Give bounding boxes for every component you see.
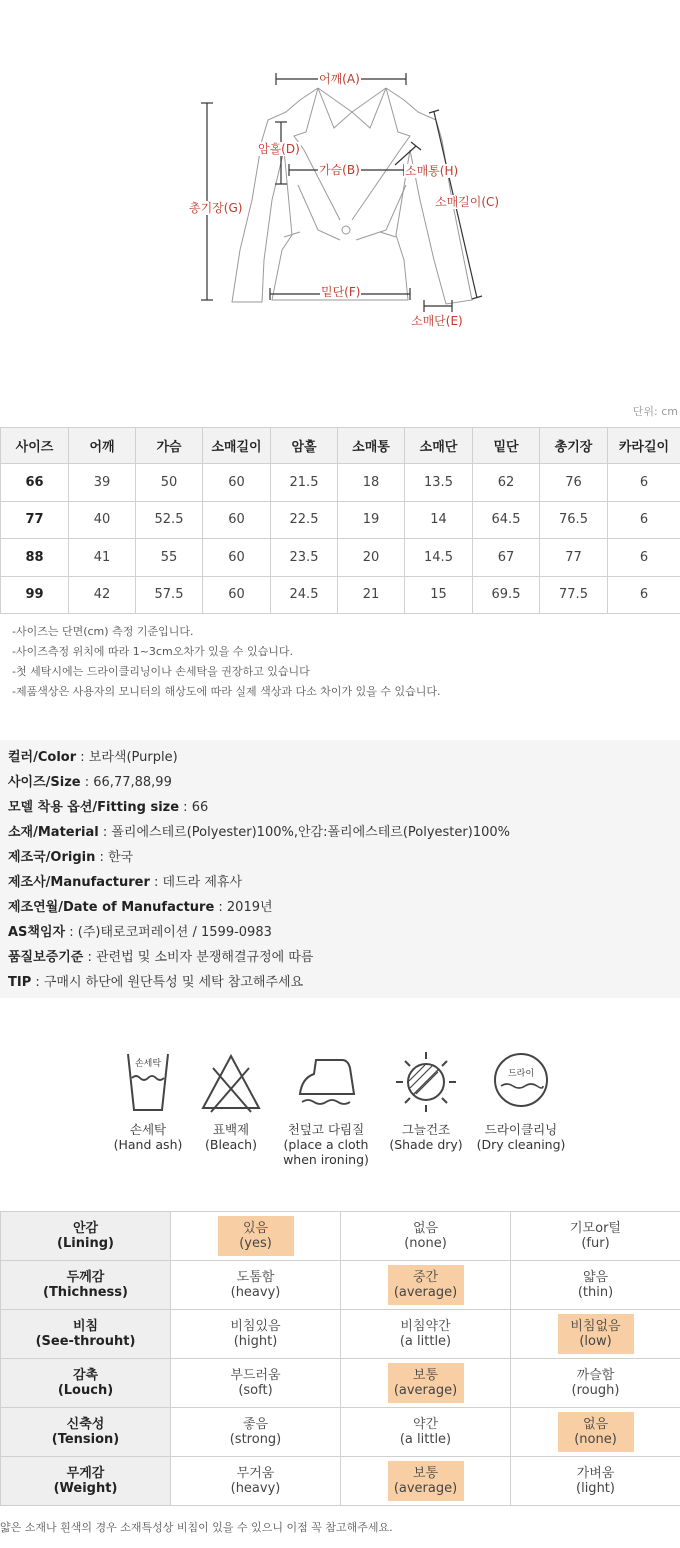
table-cell: 40 (69, 501, 136, 539)
property-option (511, 1359, 680, 1408)
selected-option-badge: 비침없음 (low) (558, 1314, 634, 1354)
table-cell: 52.5 (136, 501, 203, 539)
header-cell: 사이즈 (1, 428, 69, 464)
property-name: 비침 (See-throuht) (1, 1310, 171, 1359)
svg-text:드라이: 드라이 (507, 1069, 535, 1079)
property-option (171, 1261, 341, 1310)
table-cell: 69.5 (473, 576, 540, 614)
option-label: 좋음 (strong) (229, 1417, 282, 1447)
table-cell: 21.5 (271, 464, 338, 502)
table-row (1, 539, 680, 577)
footer-note: 얇은 소재나 흰색의 경우 소재특성상 비침이 있을 수 있으니 이점 꼭 참고해주세요. (0, 1521, 393, 1534)
table-cell: 39 (69, 464, 136, 502)
table-cell: 77 (540, 539, 608, 577)
shade-dry-icon (394, 1050, 458, 1114)
info-row-tip: TIP : 구매시 하단에 원단특성 및 세탁 참고해주세요 (8, 975, 304, 990)
care-label: 드라이클리닝 (484, 1122, 558, 1137)
size-cell: 99 (1, 576, 69, 614)
header-cell: 밑단 (473, 428, 540, 464)
property-option (511, 1457, 680, 1506)
care-label-en: (Hand ash) (113, 1137, 183, 1152)
fabric-properties-table (0, 1211, 680, 1506)
sleeve-length-label: 소매길이(C) (435, 195, 500, 209)
table-row (1, 1408, 680, 1457)
table-cell: 21 (338, 576, 405, 614)
table-cell: 60 (203, 576, 271, 614)
table-row (1, 464, 680, 502)
size-cell: 77 (1, 501, 69, 539)
info-row-size: 사이즈/Size : 66,77,88,99 (8, 775, 172, 790)
table-cell: 60 (203, 501, 271, 539)
table-row (1, 576, 680, 614)
hem-label: 밑단(F) (321, 285, 361, 299)
property-option (341, 1359, 511, 1408)
info-row-material: 소재/Material : 폴리에스테르(Polyester)100%,안감:폴리에스테르(Polyester)100% (8, 825, 510, 840)
table-cell: 77.5 (540, 576, 608, 614)
property-option (341, 1261, 511, 1310)
info-row-origin: 제조국/Origin : 한국 (8, 850, 134, 865)
property-option (341, 1212, 511, 1261)
note-line: -사이즈는 단면(cm) 측정 기준입니다. (12, 625, 194, 638)
selected-option-badge: 있음 (yes) (218, 1216, 294, 1256)
note-line: -사이즈측정 위치에 따라 1~3cm오차가 있을 수 있습니다. (12, 645, 293, 658)
info-row-quality: 품질보증기준 : 관련법 및 소비자 분쟁해결규정에 따름 (8, 950, 314, 965)
table-row (1, 1261, 680, 1310)
table-cell: 64.5 (473, 501, 540, 539)
selected-option-badge: 보통 (average) (388, 1363, 464, 1403)
table-cell: 23.5 (271, 539, 338, 577)
table-cell: 76 (540, 464, 608, 502)
table-cell: 76.5 (540, 501, 608, 539)
selected-option-badge: 중간 (average) (388, 1265, 464, 1305)
chest-label: 가슴(B) (319, 163, 360, 177)
care-label: 표백제 (212, 1122, 250, 1137)
jacket-illustration (0, 0, 680, 400)
measurement-diagram (0, 0, 680, 400)
option-label: 부드러움 (soft) (230, 1368, 281, 1398)
info-row-as: AS책임자 : (주)태로코퍼레이션 / 1599-0983 (8, 925, 272, 940)
option-label: 기모or털 (fur) (570, 1221, 621, 1251)
property-name: 감촉 (Louch) (1, 1359, 171, 1408)
table-cell: 67 (473, 539, 540, 577)
property-option (171, 1457, 341, 1506)
product-info (0, 740, 680, 998)
header-cell: 암홀 (271, 428, 338, 464)
care-hand-wash (108, 1050, 188, 1152)
option-label: 도톰함 (heavy) (230, 1270, 281, 1300)
table-cell: 62 (473, 464, 540, 502)
table-cell: 13.5 (405, 464, 473, 502)
table-cell: 6 (608, 464, 680, 502)
option-label: 무거움 (heavy) (230, 1466, 281, 1496)
info-row-fitting: 모델 착용 옵션/Fitting size : 66 (8, 800, 209, 815)
care-shade-dry (384, 1050, 468, 1152)
header-cell: 소매통 (338, 428, 405, 464)
table-cell: 14 (405, 501, 473, 539)
property-option (171, 1212, 341, 1261)
armhole-label: 암홀(D) (258, 142, 300, 156)
table-cell: 24.5 (271, 576, 338, 614)
table-cell: 41 (69, 539, 136, 577)
care-label-en: (Dry cleaning) (476, 1137, 566, 1152)
care-label-en: when ironing) (283, 1152, 369, 1167)
table-row (1, 1457, 680, 1506)
table-cell: 19 (338, 501, 405, 539)
sleeve-width-label: 소매통(H) (405, 164, 459, 178)
care-label-en: (Shade dry) (389, 1137, 463, 1152)
option-label: 얇음 (thin) (577, 1270, 614, 1300)
table-row (1, 501, 680, 539)
table-cell: 60 (203, 464, 271, 502)
svg-text:손세탁: 손세탁 (134, 1059, 162, 1069)
dry-clean-icon (489, 1050, 553, 1114)
table-cell: 42 (69, 576, 136, 614)
care-label-en: (place a cloth (283, 1137, 369, 1152)
option-label: 약간 (a little) (399, 1417, 452, 1447)
care-dry-clean (476, 1050, 566, 1152)
note-line: -첫 세탁시에는 드라이클리닝이나 손세탁을 권장하고 있습니다 (12, 665, 310, 678)
header-cell: 소매길이 (203, 428, 271, 464)
info-row-date: 제조연월/Date of Manufacture : 2019년 (8, 900, 273, 915)
unit-label: 단위: cm (632, 405, 678, 418)
iron-icon (294, 1050, 358, 1114)
size-table (0, 427, 680, 614)
table-cell: 14.5 (405, 539, 473, 577)
option-label: 비침있음 (hight) (230, 1319, 281, 1349)
table-cell: 6 (608, 501, 680, 539)
table-cell: 55 (136, 539, 203, 577)
property-option (511, 1408, 680, 1457)
table-cell: 18 (338, 464, 405, 502)
property-option (171, 1310, 341, 1359)
property-option (341, 1457, 511, 1506)
care-label: 천덮고 다림질 (287, 1122, 365, 1137)
option-label: 없음 (none) (404, 1221, 447, 1251)
table-row (1, 1310, 680, 1359)
property-name: 신축성 (Tension) (1, 1408, 171, 1457)
size-notes (12, 622, 440, 702)
info-row-color: 컬러/Color : 보라색(Purple) (8, 750, 178, 765)
property-option (511, 1261, 680, 1310)
table-cell: 60 (203, 539, 271, 577)
note-line: -제품색상은 사용자의 모니터의 해상도에 따라 실제 색상과 다소 차이가 있을 수 있습니다. (12, 685, 441, 698)
header-cell: 가슴 (136, 428, 203, 464)
care-label: 손세탁 (129, 1122, 167, 1137)
property-name: 두께감 (Thichness) (1, 1261, 171, 1310)
shoulder-label: 어깨(A) (319, 72, 360, 86)
property-option (171, 1408, 341, 1457)
selected-option-badge: 없음 (none) (558, 1412, 634, 1452)
table-row (1, 1359, 680, 1408)
property-name: 무게감 (Weight) (1, 1457, 171, 1506)
header-cell: 총기장 (540, 428, 608, 464)
care-label: 그늘건조 (401, 1122, 451, 1137)
size-cell: 66 (1, 464, 69, 502)
option-label: 가벼움 (light) (576, 1466, 615, 1496)
table-cell: 6 (608, 576, 680, 614)
care-label-en: (Bleach) (205, 1137, 257, 1152)
property-option (511, 1212, 680, 1261)
header-cell: 어깨 (69, 428, 136, 464)
care-bleach (195, 1050, 267, 1152)
table-cell: 15 (405, 576, 473, 614)
size-table-header (1, 428, 680, 464)
table-cell: 57.5 (136, 576, 203, 614)
option-label: 까슬함 (rough) (571, 1368, 620, 1398)
selected-option-badge: 보통 (average) (388, 1461, 464, 1501)
property-name: 안감 (Lining) (1, 1212, 171, 1261)
header-cell: 소매단 (405, 428, 473, 464)
option-label: 비침약간 (a little) (399, 1319, 452, 1349)
table-cell: 50 (136, 464, 203, 502)
hand-wash-icon (118, 1050, 178, 1114)
table-cell: 22.5 (271, 501, 338, 539)
care-ironing (278, 1050, 374, 1167)
table-cell: 20 (338, 539, 405, 577)
fabric-properties-body (1, 1212, 680, 1506)
header-cell: 카라길이 (608, 428, 680, 464)
table-row (1, 1212, 680, 1261)
property-option (511, 1310, 680, 1359)
no-bleach-icon (199, 1050, 263, 1114)
property-option (171, 1359, 341, 1408)
table-cell: 6 (608, 539, 680, 577)
size-cell: 88 (1, 539, 69, 577)
total-length-label: 총기장(G) (189, 201, 243, 215)
info-row-manufacturer: 제조사/Manufacturer : 데드라 제휴사 (8, 875, 243, 890)
property-option (341, 1310, 511, 1359)
property-option (341, 1408, 511, 1457)
cuff-label: 소매단(E) (411, 314, 463, 328)
